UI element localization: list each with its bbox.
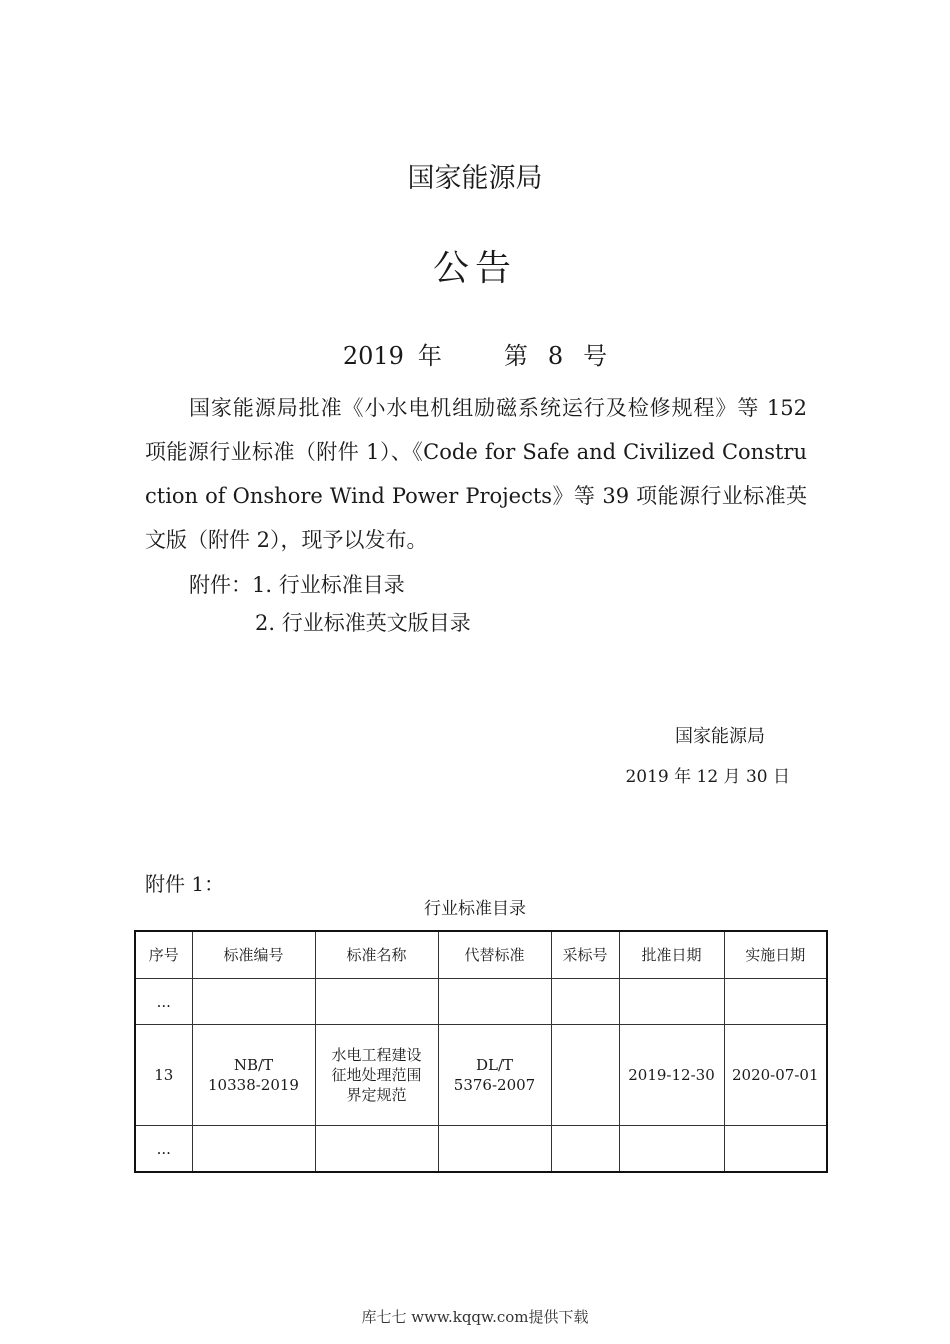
ellipsis-cell: ... (135, 1126, 192, 1173)
header-effective-date: 实施日期 (724, 931, 827, 979)
table-row (135, 979, 827, 1025)
code-line: NB/T (233, 1056, 274, 1074)
doc-num: 8 (547, 342, 564, 370)
year-char: 年 (417, 342, 442, 370)
annex-label: 附件 1： (145, 872, 225, 896)
header-replace: 代替标准 (438, 931, 551, 979)
replace-line: DL/T (475, 1056, 514, 1074)
footer-credit: 库七七 www.kqqw.com提供下载 (361, 1308, 589, 1326)
name-line: 征地处理范围 (331, 1066, 422, 1084)
cell-adopt (551, 1025, 619, 1126)
name-line: 水电工程建设 (331, 1046, 422, 1064)
attachment-label: 附件： (189, 573, 252, 597)
cell-effective-date: 2020-07-01 (724, 1025, 827, 1126)
di-char: 第 (503, 342, 528, 370)
cell-approve-date: 2019-12-30 (619, 1025, 724, 1126)
header-approve-date: 批准日期 (619, 931, 724, 979)
replace-line: 5376-2007 (453, 1076, 536, 1094)
signature-date: 2019 年 12 月 30 日 (625, 767, 790, 787)
attachment-item-1: 1. 行业标准目录 (252, 573, 405, 597)
header-adopt: 采标号 (551, 931, 619, 979)
cell-seq: 13 (135, 1025, 192, 1126)
cell-replace (438, 1025, 551, 1126)
header-name: 标准名称 (315, 931, 438, 979)
document-number (0, 336, 950, 371)
standards-table (134, 930, 828, 1173)
signature-org: 国家能源局 (675, 726, 765, 747)
name-line: 界定规范 (346, 1086, 407, 1104)
table-header-row (135, 931, 827, 979)
issuing-authority: 国家能源局 (407, 163, 543, 194)
table-row (135, 1126, 827, 1173)
cell-code (192, 1025, 315, 1126)
doc-year: 2019 (342, 342, 404, 370)
announcement-paragraph: 国家能源局批准《小水电机组励磁系统运行及检修规程》等 152 项能源行业标准（附件 1）、《Code for Safe and Civilized Construction of Onshore Wind Power Projects》等 39 项能源行业标准英文版（附件 2），现予以发布。 (145, 396, 807, 552)
attachment-item-2: 2. 行业标准英文版目录 (255, 611, 471, 635)
code-line: 10338-2019 (208, 1076, 299, 1094)
hao-char: 号 (583, 342, 608, 370)
cell-name (315, 1025, 438, 1126)
ellipsis-cell: ... (135, 979, 192, 1025)
header-seq: 序号 (135, 931, 192, 979)
document-title: 公告 (432, 248, 517, 289)
header-code: 标准编号 (192, 931, 315, 979)
table-title: 行业标准目录 (424, 899, 526, 919)
table-row (135, 1025, 827, 1126)
attachment-line-1 (189, 568, 405, 602)
